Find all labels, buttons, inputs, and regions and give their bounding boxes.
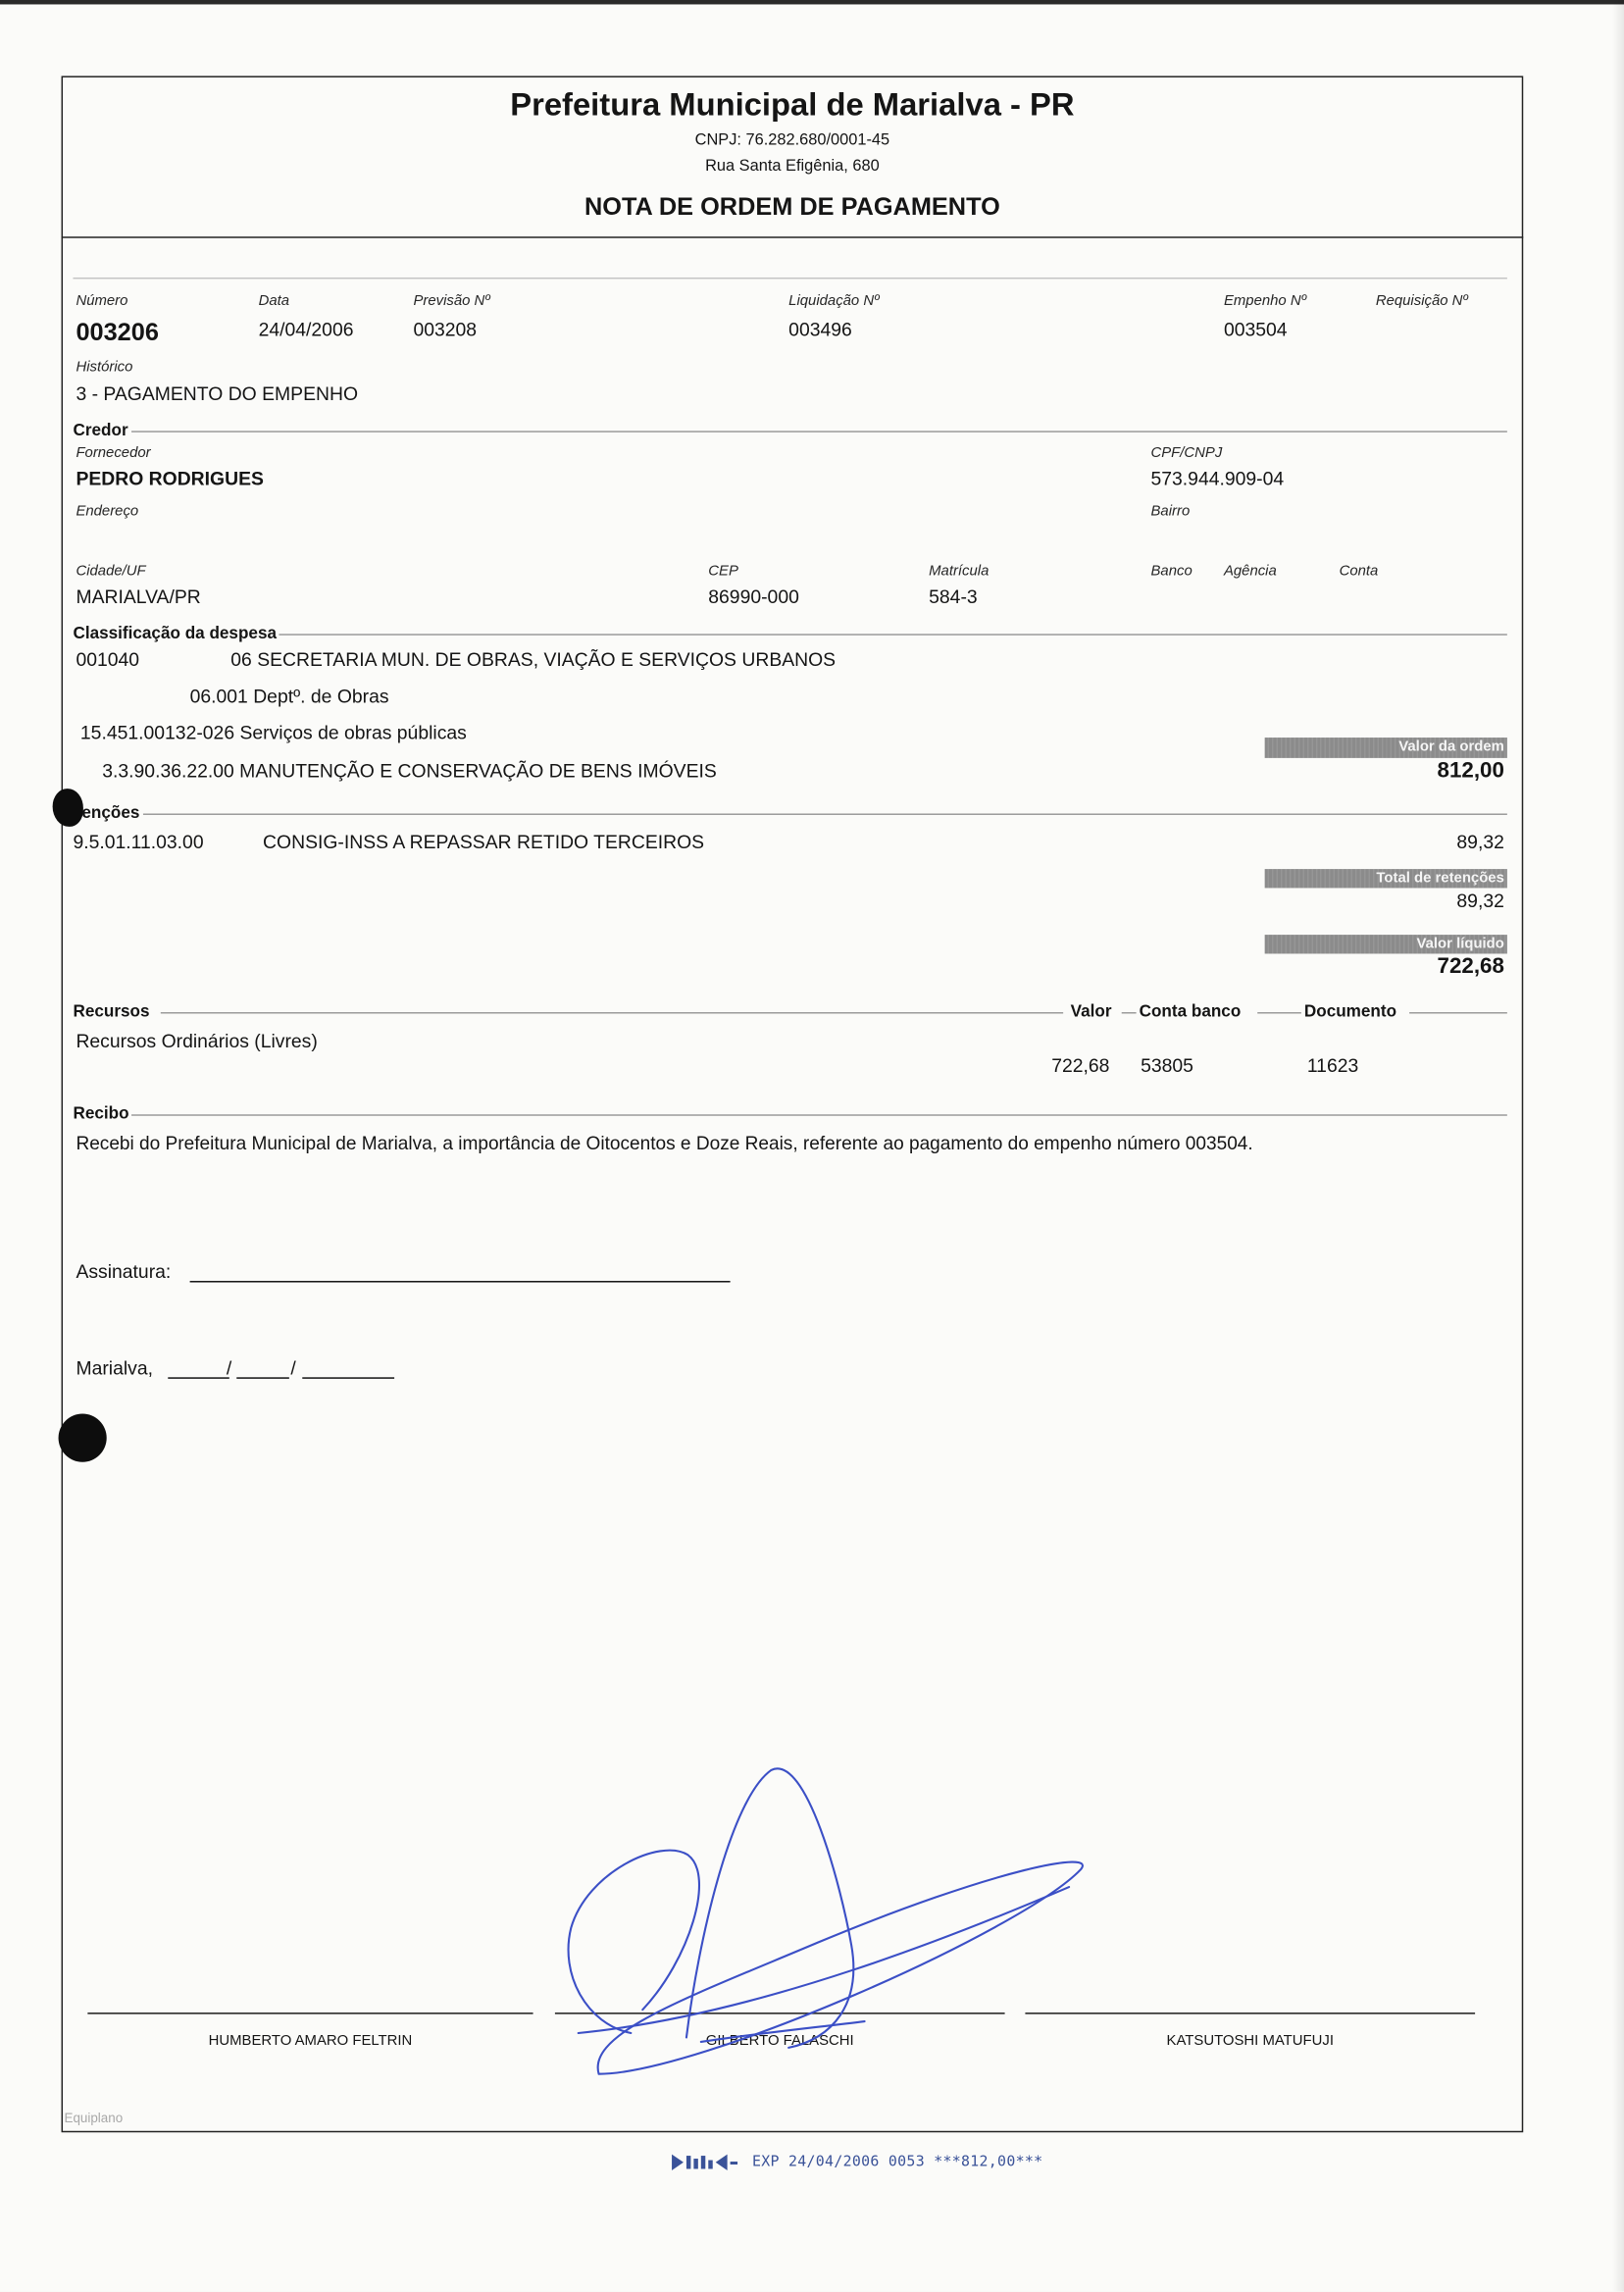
credor-rule [131,431,1507,432]
fornecedor-value: PEDRO RODRIGUES [76,467,264,489]
despesa-secretaria: 06 SECRETARIA MUN. DE OBRAS, VIAÇÃO E SERVIÇOS URBANOS [230,648,837,671]
valor-liquido-bar: Valor líquido [1265,935,1507,953]
scan-top-edge [0,0,1624,4]
recursos-documento: 11623 [1306,1054,1359,1077]
recursos-rule-2 [1122,1012,1137,1013]
despesa-heading [73,624,1506,644]
assinatura-label: Assinatura: [76,1260,172,1283]
agencia-label: Agência [1223,563,1277,581]
bairro-label: Bairro [1150,503,1191,521]
header-divider [62,236,1524,237]
valor-ordem-bar: Valor da ordem [1265,738,1507,758]
cnpj-line: CNPJ: 76.282.680/0001-45 [694,131,890,149]
despesa-rule [279,634,1507,635]
document-title: NOTA DE ORDEM DE PAGAMENTO [584,192,1000,221]
cidade-label: Cidade/UF [76,563,146,581]
recibo-text: Recebi do Prefeitura Municipal de Marialva, a importância de Oitocentos e Doze Reais, referente ao pagamento do empenho número 003504. [76,1132,1253,1154]
date-year-line [302,1377,394,1378]
historico-label: Histórico [76,359,133,376]
fornecedor-label: Fornecedor [76,445,151,462]
signatory-name-1: HUMBERTO AMARO FELTRIN [208,2032,413,2050]
date-separator-2: / [290,1356,296,1379]
signature-line-2 [555,2012,1005,2013]
total-retencoes-value: 89,32 [1456,889,1504,912]
cep-value: 86990-000 [708,586,799,608]
cpf-value: 573.944.909-04 [1150,467,1285,489]
numero-value: 003206 [76,318,159,346]
despesa-elemento: 3.3.90.36.22.00 MANUTENÇÃO E CONSERVAÇÃO DE BENS IMÓVEIS [102,759,717,782]
credor-heading [73,421,1506,441]
signature-line-3 [1025,2012,1475,2013]
despesa-departamento: 06.001 Deptº. de Obras [189,685,389,707]
despesa-heading-text: Classificação da despesa [73,625,277,643]
recursos-valor-label: Valor [1070,1003,1112,1021]
retencoes-rule [142,813,1506,814]
punch-hole-mark [59,1414,107,1462]
valor-ordem-value: 812,00 [1437,757,1504,784]
address-line: Rua Santa Efigênia, 680 [705,157,880,176]
recursos-rule-1 [161,1012,1063,1013]
local-city: Marialva, [76,1356,153,1379]
retencoes-heading [81,803,1506,824]
recursos-rule-4 [1409,1012,1507,1013]
empenho-value: 003504 [1223,318,1288,340]
recursos-conta: 53805 [1141,1054,1193,1077]
numbers-top-rule [73,278,1506,279]
credor-heading-text: Credor [73,422,128,440]
matricula-value: 584-3 [929,586,978,608]
date-separator-1: / [226,1356,232,1379]
recibo-rule [132,1114,1507,1115]
municipality-title: Prefeitura Municipal de Marialva - PR [510,85,1075,124]
retencao-valor: 89,32 [1456,831,1504,853]
retencao-desc: CONSIG-INSS A REPASSAR RETIDO TERCEIROS [263,831,705,853]
recursos-rule-3 [1257,1012,1301,1013]
cidade-value: MARIALVA/PR [76,586,201,608]
historico-value: 3 - PAGAMENTO DO EMPENHO [76,382,359,405]
date-day-line [168,1377,229,1378]
recibo-heading [73,1104,1506,1125]
cep-label: CEP [708,563,738,581]
signatory-name-2: GILBERTO FALASCHI [705,2032,854,2050]
retencoes-heading-text: enções [81,804,140,823]
recursos-documento-label: Documento [1303,1003,1397,1021]
recursos-heading: Recursos [73,1003,150,1021]
liquidacao-label: Liquidação Nº [788,293,880,310]
liquidacao-value: 003496 [788,318,852,340]
bank-logo-icon [672,2153,739,2171]
valor-liquido-value: 722,68 [1437,953,1504,979]
conta-label: Conta [1339,563,1379,581]
data-label: Data [258,293,290,310]
retencao-code: 9.5.01.11.03.00 [73,831,204,853]
recursos-fonte: Recursos Ordinários (Livres) [76,1029,318,1052]
data-value: 24/04/2006 [258,318,354,340]
despesa-codigo: 001040 [76,648,140,671]
matricula-label: Matrícula [929,563,990,581]
signature-line-1 [87,2012,533,2013]
cpf-label: CPF/CNPJ [1150,445,1223,462]
recursos-valor: 722,68 [1051,1054,1110,1077]
equiplano-brand: Equiplano [64,2110,124,2125]
despesa-funcional: 15.451.00132-026 Serviços de obras públicas [79,721,467,744]
total-retencoes-bar: Total de retenções [1265,869,1507,888]
scan-right-edge [1612,0,1624,2292]
previsao-value: 003208 [413,318,478,340]
empenho-label: Empenho Nº [1223,293,1307,310]
signatory-name-3: KATSUTOSHI MATUFUJI [1166,2032,1334,2050]
assinatura-line [190,1281,731,1282]
endereco-label: Endereço [76,503,139,521]
recursos-conta-label: Conta banco [1139,1003,1242,1021]
previsao-label: Previsão Nº [413,293,490,310]
redaction-blot [53,789,83,827]
bank-authentication-stamp: EXP 24/04/2006 0053 ***812,00*** [751,2154,1043,2170]
date-month-line [236,1377,289,1378]
recibo-heading-text: Recibo [73,1105,129,1124]
numero-label: Número [76,293,128,310]
requisicao-label: Requisição Nº [1375,293,1468,310]
banco-label: Banco [1150,563,1193,581]
